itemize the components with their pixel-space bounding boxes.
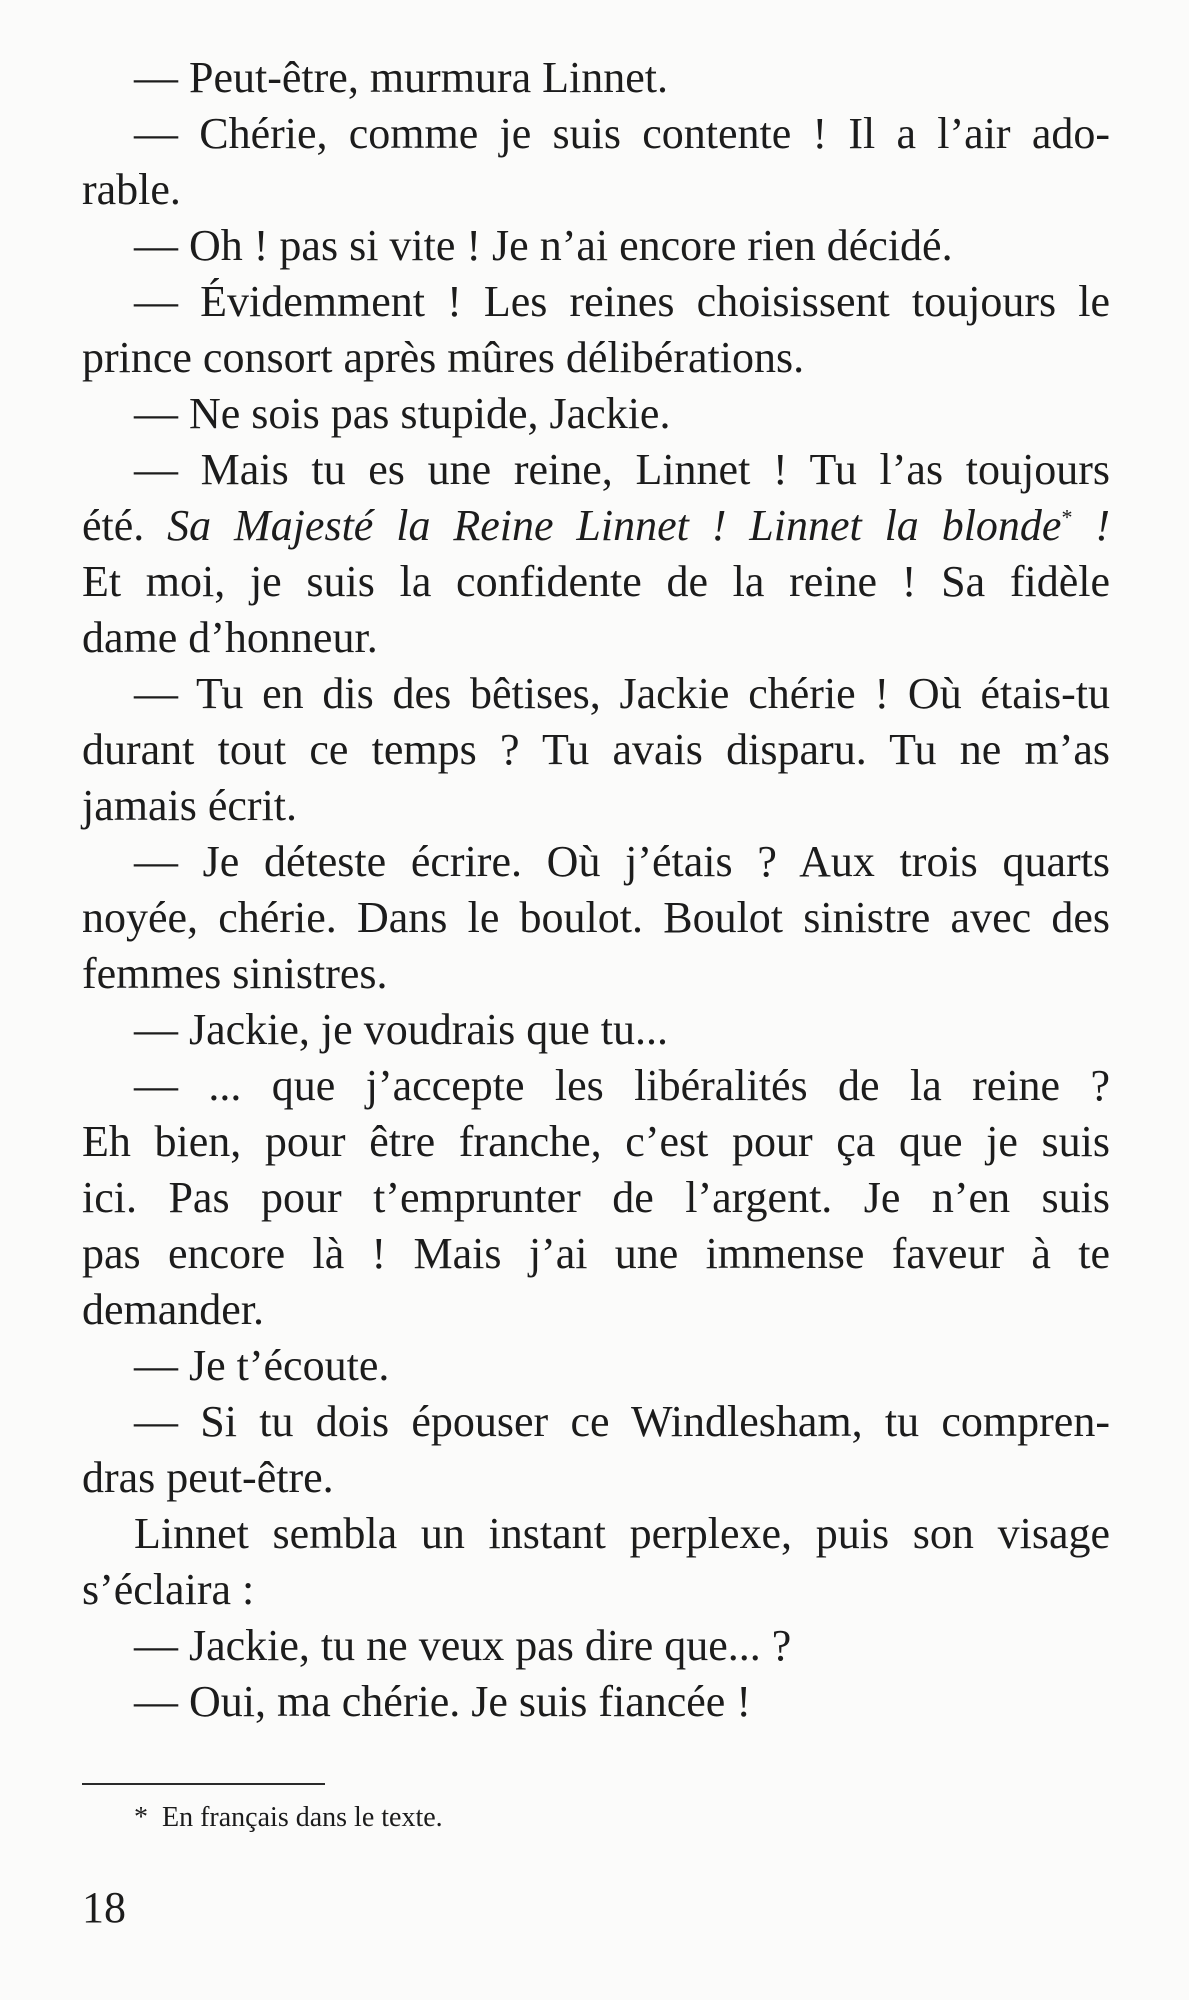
footnote-text: En français dans le texte. (162, 1802, 443, 1833)
footnote-reference: * (1061, 504, 1073, 530)
text-line-14: jamais écrit. (82, 781, 298, 830)
text-line-12: — Tu en dis des bêtises, Jackie chérie ! Où étais-tu (134, 669, 1110, 718)
text-line-6: prince consort après mûres délibérations. (82, 333, 805, 382)
text-line-24: — Je t’écoute. (134, 1341, 390, 1390)
text-line-28: s’éclaira : (82, 1565, 255, 1614)
text-line-16: noyée, chérie. Dans le boulot. Boulot sinistre avec des (82, 893, 1110, 942)
text-line-3: rable. (82, 165, 181, 214)
text-line-2: — Chérie, comme je suis contente ! Il a l’air ado- (134, 109, 1110, 158)
text-line-17: femmes sinistres. (82, 949, 388, 998)
text-line-9-pre: été. (82, 501, 168, 550)
text-line-22: pas encore là ! Mais j’ai une immense faveur à te (82, 1229, 1110, 1278)
text-line-29: — Jackie, tu ne veux pas dire que... ? (134, 1621, 792, 1670)
footnote-marker: * (134, 1802, 148, 1833)
text-line-8: — Mais tu es une reine, Linnet ! Tu l’as toujours (134, 445, 1110, 494)
text-line-30: — Oui, ma chérie. Je suis fiancée ! (134, 1677, 751, 1726)
text-line-5: — Évidemment ! Les reines choisissent toujours le (134, 277, 1110, 326)
text-line-7: — Ne sois pas stupide, Jackie. (134, 389, 671, 438)
text-line-10: Et moi, je suis la confidente de la reine ! Sa fidèle (82, 557, 1110, 606)
text-line-19: — ... que j’accepte les libéralités de la reine ? (134, 1061, 1110, 1110)
footnote (134, 1800, 443, 1836)
page-number: 18 (82, 1883, 126, 1932)
body-text (82, 50, 1110, 1730)
text-line-1: — Peut-être, murmura Linnet. (134, 53, 668, 102)
text-line-4: — Oh ! pas si vite ! Je n’ai encore rien décidé. (134, 221, 953, 270)
text-line-20: Eh bien, pour être franche, c’est pour ça que je suis (82, 1117, 1110, 1166)
text-line-27: Linnet sembla un instant perplexe, puis son visage (134, 1509, 1110, 1558)
text-line-21: ici. Pas pour t’emprunter de l’argent. Je n’en suis (82, 1173, 1110, 1222)
text-line-13: durant tout ce temps ? Tu avais disparu. Tu ne m’as (82, 725, 1110, 774)
text-line-15: — Je déteste écrire. Où j’étais ? Aux trois quarts (134, 837, 1110, 886)
text-line-9-post: ! (1072, 501, 1110, 550)
text-line-26: dras peut-être. (82, 1453, 334, 1502)
italic-phrase: Sa Majesté la Reine Linnet ! Linnet la blonde (167, 501, 1062, 550)
text-line-11: dame d’honneur. (82, 613, 378, 662)
text-line-9 (82, 498, 1110, 554)
text-line-23: demander. (82, 1285, 265, 1334)
text-line-25: — Si tu dois épouser ce Windlesham, tu compren- (134, 1397, 1110, 1446)
text-line-18: — Jackie, je voudrais que tu... (134, 1005, 668, 1054)
footnote-divider (82, 1783, 325, 1785)
